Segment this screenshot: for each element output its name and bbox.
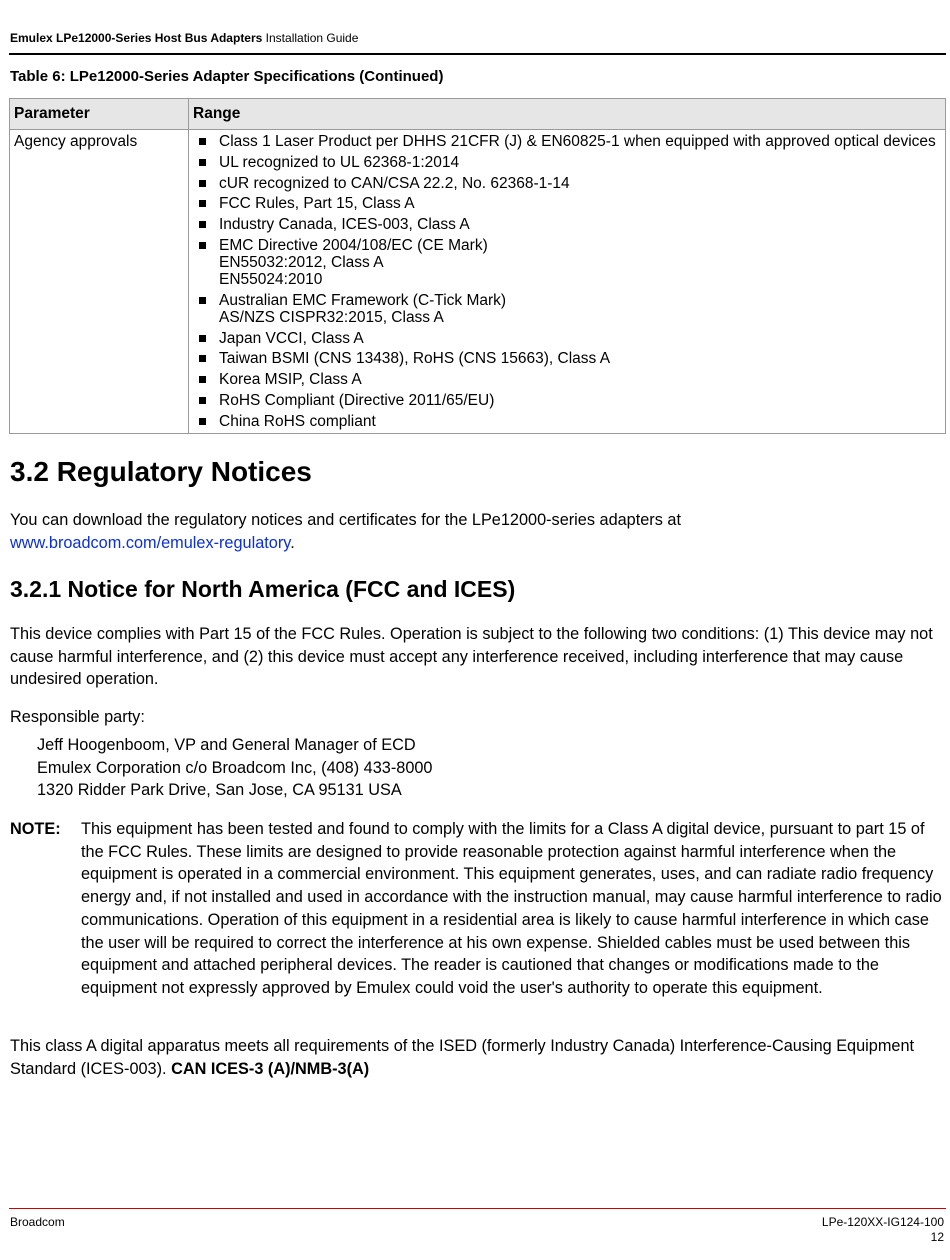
footer-company: Broadcom bbox=[10, 1215, 65, 1229]
bullet-square-icon bbox=[199, 297, 206, 304]
range-item-text: Class 1 Laser Product per DHHS 21CFR (J) & EN60825-1 when equipped with approved optical devices bbox=[219, 133, 936, 150]
regulatory-link[interactable]: www.broadcom.com/emulex-regulatory bbox=[10, 533, 291, 552]
range-item-text: Japan VCCI, Class A bbox=[219, 329, 364, 347]
range-item-text: EN55032:2012, Class A bbox=[219, 253, 384, 271]
range-cell bbox=[189, 130, 946, 434]
responsible-party-address bbox=[37, 734, 432, 802]
range-item-text: UL recognized to UL 62368-1:2014 bbox=[219, 153, 460, 171]
intro-text: You can download the regulatory notices and certificates for the LPe12000-series adapters at bbox=[10, 511, 681, 529]
range-item-text: EN55024:2010 bbox=[219, 270, 323, 288]
range-item-text: cUR recognized to CAN/CSA 22.2, No. 62368-1-14 bbox=[219, 174, 570, 192]
bullet-square-icon bbox=[199, 221, 206, 228]
range-item-text: AS/NZS CISPR32:2015, Class A bbox=[219, 308, 444, 326]
footer-doc-id: LPe-120XX-IG124-100 bbox=[821, 1215, 944, 1229]
range-list-item bbox=[193, 413, 941, 430]
range-list-item bbox=[193, 350, 941, 367]
bullet-square-icon bbox=[199, 200, 206, 207]
range-list-item bbox=[193, 154, 941, 171]
running-header bbox=[10, 31, 358, 45]
range-item-text: Australian EMC Framework (C-Tick Mark) bbox=[219, 291, 507, 309]
header-subtitle: Installation Guide bbox=[265, 31, 359, 45]
range-list-item bbox=[193, 292, 941, 326]
parameter-cell: Agency approvals bbox=[10, 130, 189, 434]
range-item-text: RoHS Compliant (Directive 2011/65/EU) bbox=[219, 391, 495, 409]
section-heading: 3.2 Regulatory Notices bbox=[10, 456, 312, 487]
range-list-item bbox=[193, 195, 941, 212]
section-intro bbox=[10, 509, 944, 554]
header-title: Emulex LPe12000-Series Host Bus Adapters bbox=[10, 31, 263, 45]
range-item-text: Korea MSIP, Class A bbox=[219, 371, 362, 389]
range-item-text: FCC Rules, Part 15, Class A bbox=[219, 195, 415, 213]
ices-paragraph bbox=[10, 1035, 944, 1080]
range-list-item bbox=[193, 175, 941, 192]
range-list-item bbox=[193, 392, 941, 409]
bullet-square-icon bbox=[199, 242, 206, 249]
bullet-square-icon bbox=[199, 355, 206, 362]
ices-label: CAN ICES-3 (A)/NMB-3(A) bbox=[171, 1059, 370, 1078]
note-label: NOTE: bbox=[10, 820, 61, 838]
table-row bbox=[10, 130, 946, 434]
address-line: Emulex Corporation c/o Broadcom Inc, (408) 433-8000 bbox=[37, 758, 433, 777]
bullet-square-icon bbox=[199, 335, 206, 342]
bullet-square-icon bbox=[199, 376, 206, 383]
bullet-square-icon bbox=[199, 180, 206, 187]
range-item-text: Industry Canada, ICES-003, Class A bbox=[219, 216, 470, 234]
bullet-square-icon bbox=[199, 159, 206, 166]
column-header-range: Range bbox=[189, 99, 946, 130]
ices-text: This class A digital apparatus meets all requirements of the ISED (formerly Industry Canada) Interference-Causing Equipment Standard (ICES-003). bbox=[10, 1037, 915, 1078]
range-list-item bbox=[193, 133, 941, 150]
responsible-party-label: Responsible party: bbox=[10, 708, 145, 726]
spec-table bbox=[9, 98, 946, 434]
header-divider bbox=[9, 53, 946, 55]
range-item-text: EMC Directive 2004/108/EC (CE Mark) bbox=[219, 236, 488, 254]
range-list-item bbox=[193, 216, 941, 233]
compliance-paragraph: This device complies with Part 15 of the FCC Rules. Operation is subject to the following two conditions: (1) This device may not cause harmful interference, and (2) this device must accept any interference received, including interference that may cause undesired operation. bbox=[10, 625, 933, 689]
address-line: 1320 Ridder Park Drive, San Jose, CA 95131 USA bbox=[37, 781, 402, 800]
table-header-row bbox=[10, 99, 946, 130]
range-list-item bbox=[193, 237, 941, 288]
bullet-square-icon bbox=[199, 397, 206, 404]
bullet-square-icon bbox=[199, 138, 206, 145]
note-text: This equipment has been tested and found to comply with the limits for a Class A digital device, pursuant to part 15 of the FCC Rules. These limits are designed to provide reasonable protection against harmful interference when the equipment is operated in a commercial environment. This equipment generates, uses, and can radiate radio frequency energy and, if not installed and used in accordance with the instruction manual, may cause harmful interference to radio communications. Operation of this equipment in a residential area is likely to cause harmful interference in which case the user will be required to correct the interference at his own expense. Shielded cables must be used between this equipment and attached peripheral devices. The reader is cautioned that changes or modifications made to the equipment not expressly approved by Emulex could void the user's authority to operate this equipment. bbox=[81, 820, 942, 997]
range-item-text: Taiwan BSMI (CNS 13438), RoHS (CNS 15663), Class A bbox=[219, 350, 611, 368]
range-list-item bbox=[193, 330, 941, 347]
range-list-item bbox=[193, 371, 941, 388]
column-header-parameter: Parameter bbox=[10, 99, 189, 130]
bullet-square-icon bbox=[199, 418, 206, 425]
subsection-heading: 3.2.1 Notice for North America (FCC and ICES) bbox=[10, 576, 516, 602]
table-caption: Table 6: LPe12000-Series Adapter Specifications (Continued) bbox=[10, 68, 444, 85]
footer-divider bbox=[9, 1208, 946, 1209]
intro-period: . bbox=[290, 533, 295, 552]
range-item-text: China RoHS compliant bbox=[219, 412, 376, 430]
footer-info bbox=[822, 1215, 944, 1245]
address-line: Jeff Hoogenboom, VP and General Manager of ECD bbox=[37, 736, 416, 754]
page-number: 12 bbox=[930, 1230, 944, 1244]
range-list bbox=[193, 133, 941, 430]
